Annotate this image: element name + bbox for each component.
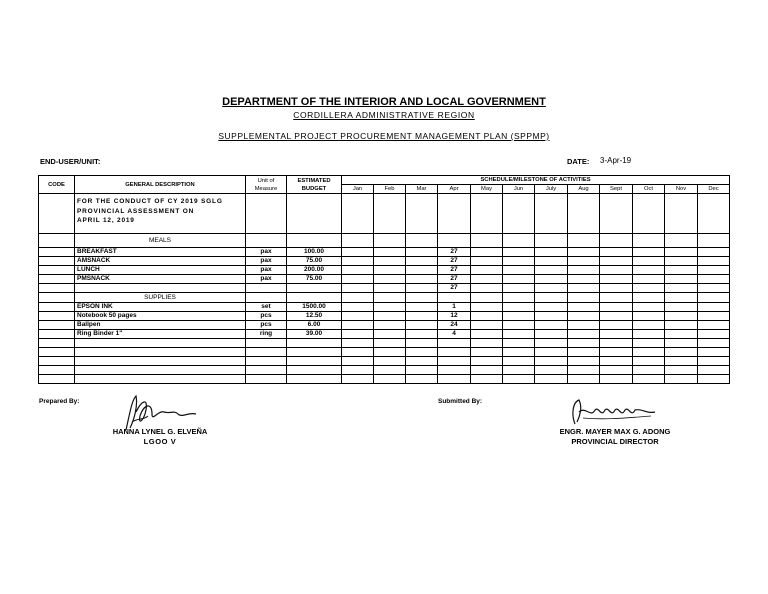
intro-line-2: PROVINCIAL ASSESSMENT ON [77, 207, 195, 215]
month-sep: Sept [600, 185, 633, 194]
date-value: 3-Apr-19 [600, 156, 632, 165]
preparer-title: LGOO V [143, 437, 177, 446]
code-header: CODE [39, 176, 75, 194]
apr-cell: 27 [438, 248, 471, 257]
meals-body [39, 248, 730, 293]
month-aug: Aug [568, 185, 600, 194]
month-feb: Feb [374, 185, 406, 194]
unit-cell [246, 339, 287, 348]
description-cell: Ballpen [75, 321, 246, 330]
submitter-title: PROVINCIAL DIRECTOR [571, 437, 659, 446]
budget-cell: 6.00 [287, 321, 342, 330]
code-cell [39, 321, 75, 330]
unit-cell: ring [246, 330, 287, 339]
unit-cell [246, 357, 287, 366]
blank-row [39, 339, 730, 348]
plan-title: SUPPLEMENTAL PROJECT PROCUREMENT MANAGEMENT PLAN (SPPMP) [218, 131, 550, 141]
code-cell [39, 257, 75, 266]
unit-cell [246, 284, 287, 293]
department-title: DEPARTMENT OF THE INTERIOR AND LOCAL GOVERNMENT [222, 96, 546, 108]
month-nov: Nov [665, 185, 698, 194]
supply-row [39, 321, 730, 330]
code-cell [39, 330, 75, 339]
meals-heading-row [39, 234, 730, 248]
code-cell [39, 339, 75, 348]
description-cell [75, 357, 246, 366]
supplies-heading-row [39, 293, 730, 303]
budget-cell [287, 339, 342, 348]
region-title: CORDILLERA ADMINISTRATIVE REGION [293, 110, 475, 120]
description-cell [75, 348, 246, 357]
schedule-header: SCHEDULE/MILESTONE OF ACTIVITIES [342, 176, 730, 185]
blank-row [39, 348, 730, 357]
procurement-table [38, 175, 730, 384]
submitter-name: ENGR. MAYER MAX G. ADONG [559, 427, 671, 436]
unit-cell: pcs [246, 312, 287, 321]
unit-cell: pax [246, 266, 287, 275]
end-user-label: END-USER/UNIT: [40, 157, 101, 166]
blank-row [39, 375, 730, 384]
meal-row [39, 275, 730, 284]
unit-cell: pcs [246, 321, 287, 330]
budget-cell: 200.00 [287, 266, 342, 275]
code-cell [39, 284, 75, 293]
description-cell [75, 339, 246, 348]
description-cell [75, 375, 246, 384]
description-cell: BREAKFAST [75, 248, 246, 257]
budget-cell [287, 366, 342, 375]
intro-line-3: APRIL 12, 2019 [77, 217, 135, 224]
blank-row [39, 366, 730, 375]
blank-body [39, 339, 730, 384]
month-may: May [471, 185, 503, 194]
budget-cell: 12.50 [287, 312, 342, 321]
code-cell [39, 266, 75, 275]
date-label: DATE: [567, 157, 590, 166]
code-cell [39, 275, 75, 284]
prepared-by-label: Prepared By: [39, 398, 80, 405]
unit-cell: pax [246, 257, 287, 266]
description-cell: Ring Binder 1" [75, 330, 246, 339]
budget-cell: 1500.00 [287, 303, 342, 312]
supply-row [39, 330, 730, 339]
description-cell: LUNCH [75, 266, 246, 275]
apr-cell: 24 [438, 321, 471, 330]
meal-row [39, 284, 730, 293]
code-cell [39, 312, 75, 321]
budget-cell [287, 375, 342, 384]
table-header-row [39, 176, 730, 185]
submitter-signature-icon [565, 396, 660, 428]
month-dec: Dec [698, 185, 730, 194]
meal-row [39, 257, 730, 266]
budget-cell: 75.00 [287, 257, 342, 266]
budget-header: ESTIMATED BUDGET [287, 176, 342, 194]
description-cell: EPSON INK [75, 303, 246, 312]
month-mar: Mar [406, 185, 438, 194]
apr-cell [438, 348, 471, 357]
budget-cell: 75.00 [287, 275, 342, 284]
description-cell: AMSNACK [75, 257, 246, 266]
code-cell [39, 303, 75, 312]
apr-cell [438, 366, 471, 375]
apr-cell [438, 339, 471, 348]
unit-cell [246, 375, 287, 384]
unit-cell: pax [246, 275, 287, 284]
unit-cell [246, 348, 287, 357]
code-cell [39, 248, 75, 257]
description-cell: PMSNACK [75, 275, 246, 284]
code-cell [39, 357, 75, 366]
intro-row [39, 194, 730, 234]
budget-cell: 100.00 [287, 248, 342, 257]
unit-header: Unit of Measure [246, 176, 287, 194]
blank-row [39, 357, 730, 366]
budget-cell [287, 284, 342, 293]
description-cell [75, 284, 246, 293]
intro-description [75, 194, 246, 234]
apr-cell: 27 [438, 266, 471, 275]
month-jan: Jan [342, 185, 374, 194]
description-cell: Notebook 50 pages [75, 312, 246, 321]
month-oct: Oct [633, 185, 665, 194]
code-cell [39, 366, 75, 375]
unit-cell [246, 366, 287, 375]
budget-cell: 39.00 [287, 330, 342, 339]
description-header: GENERAL DESCRIPTION [75, 176, 246, 194]
month-apr: Apr [438, 185, 471, 194]
unit-cell: set [246, 303, 287, 312]
budget-cell [287, 357, 342, 366]
supply-row [39, 303, 730, 312]
unit-cell: pax [246, 248, 287, 257]
meal-row [39, 266, 730, 275]
code-cell [39, 375, 75, 384]
meals-heading: MEALS [75, 234, 246, 248]
intro-line-1: FOR THE CONDUCT OF CY 2019 SGLG [77, 198, 223, 205]
apr-cell [438, 357, 471, 366]
budget-cell [287, 348, 342, 357]
apr-cell: 27 [438, 257, 471, 266]
apr-cell: 1 [438, 303, 471, 312]
supplies-heading: SUPPLIES [75, 293, 246, 303]
preparer-name: HANNA LYNEL G. ELVEÑA [112, 427, 208, 436]
apr-cell [438, 375, 471, 384]
apr-cell: 4 [438, 330, 471, 339]
month-jun: Jun [503, 185, 535, 194]
apr-cell: 27 [438, 275, 471, 284]
description-cell [75, 366, 246, 375]
month-jul: July [535, 185, 568, 194]
apr-cell: 12 [438, 312, 471, 321]
submitted-by-label: Submitted By: [438, 398, 483, 405]
code-cell [39, 348, 75, 357]
meal-row [39, 248, 730, 257]
apr-cell: 27 [438, 284, 471, 293]
supply-row [39, 312, 730, 321]
supplies-body [39, 303, 730, 339]
